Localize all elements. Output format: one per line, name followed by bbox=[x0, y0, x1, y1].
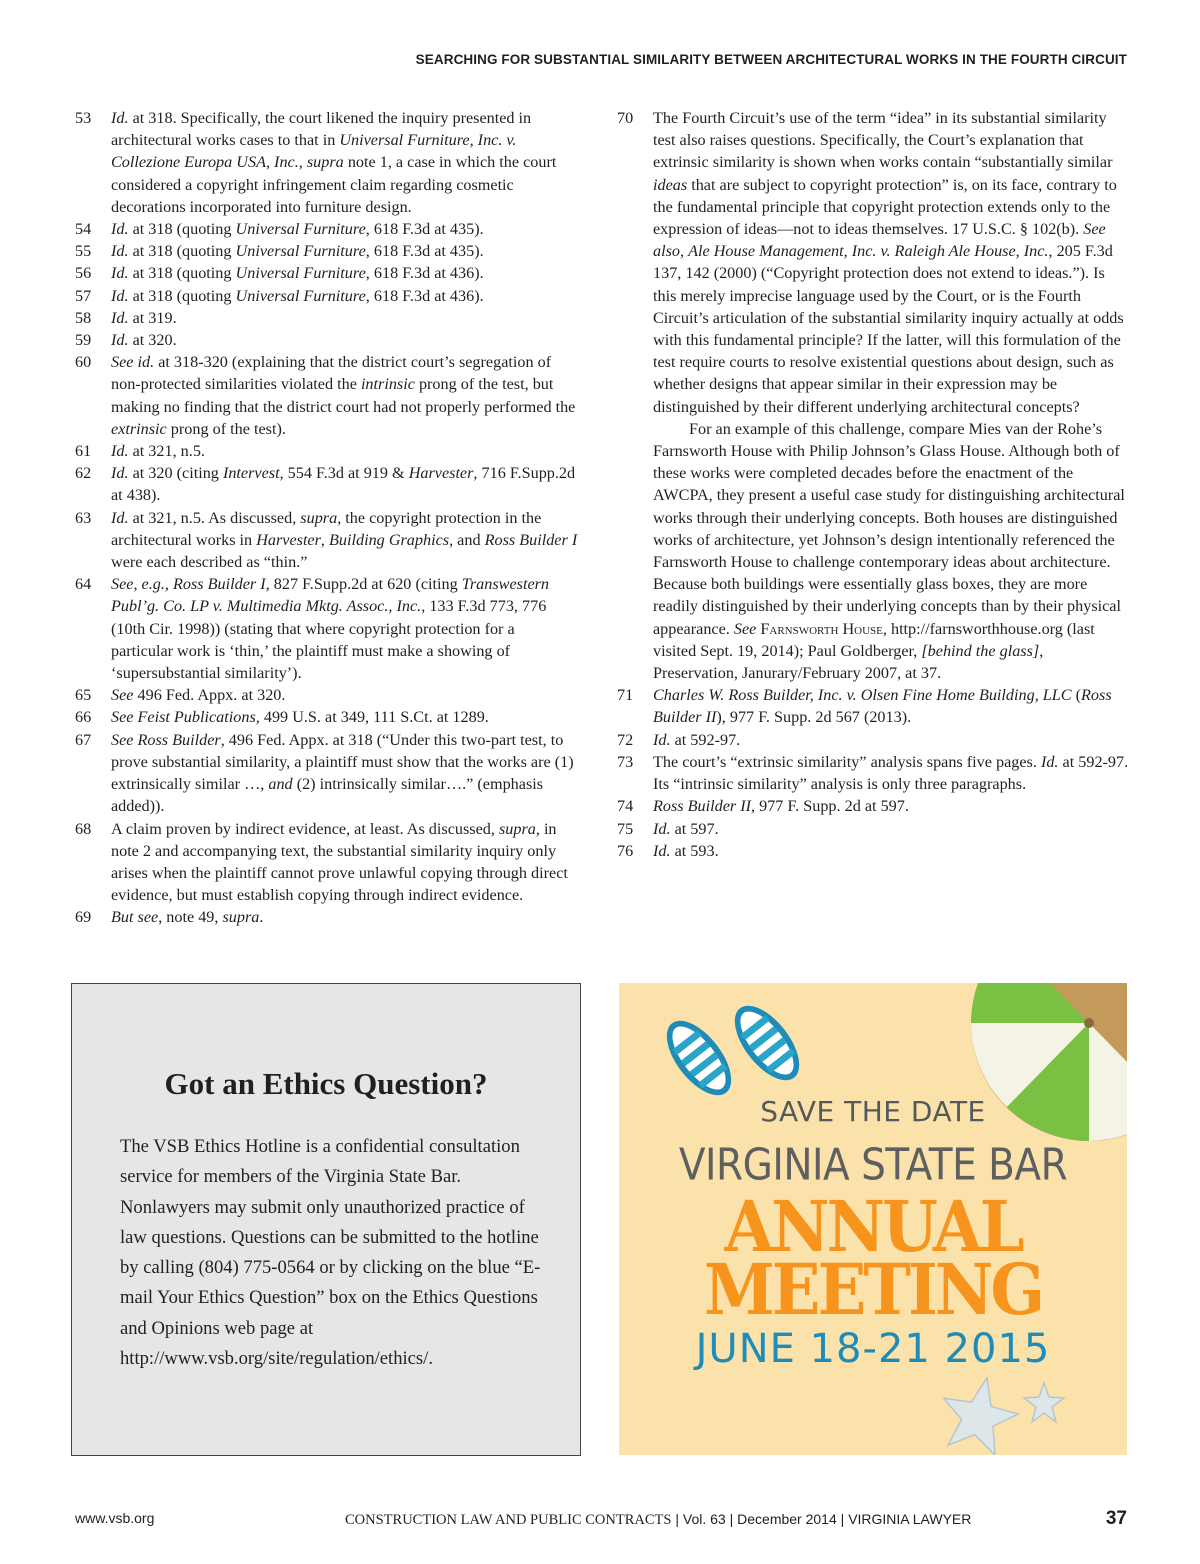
footnote-text bbox=[653, 107, 1130, 684]
footnote-56 bbox=[75, 262, 580, 284]
footnote-53 bbox=[75, 107, 580, 218]
footnote-text bbox=[111, 307, 580, 329]
footnote-number: 60 bbox=[75, 353, 92, 372]
footnote-paragraph: Id. at 593. bbox=[653, 841, 719, 860]
footnote-paragraph: The court’s “extrinsic similarity” analysis spans five pages. Id. at 592-97. Its “intrinsic similarity” analysis is only three paragraphs. bbox=[653, 752, 1129, 794]
footnote-text bbox=[111, 262, 580, 284]
footnote-paragraph: Id. at 320. bbox=[111, 331, 177, 350]
footnote-number: 65 bbox=[75, 686, 92, 705]
footnote-paragraph: See id. at 318-320 (explaining that the district court’s segregation of non-protected similarities violated the intrinsic prong of the test, but making no finding that the district court had not properly performed the extrinsic prong of the test). bbox=[111, 353, 576, 438]
footnote-text bbox=[111, 351, 580, 440]
footnote-66 bbox=[75, 706, 580, 728]
footnote-text bbox=[111, 285, 580, 307]
ethics-body: The VSB Ethics Hotline is a confidential consultation service for members of the Virginia State Bar. Nonlawyers may submit only unauthorized practice of law questions. Questions can be submitted to the hotline by calling (804) 775-0564 or by clicking on the blue “E-mail Your Ethics Question” box on the Ethics Questions and Opinions web page at http://www.vsb.org/site/regulation/ethics/. bbox=[120, 1136, 541, 1370]
footnote-58 bbox=[75, 307, 580, 329]
footnote-number: 70 bbox=[617, 109, 634, 127]
ad-organization: VIRGINIA STATE BAR bbox=[678, 1140, 1068, 1191]
footnote-67 bbox=[75, 729, 580, 818]
footnote-63 bbox=[75, 507, 580, 574]
footnote-text bbox=[111, 706, 580, 728]
footnote-number: 53 bbox=[75, 109, 92, 127]
footnote-text bbox=[111, 729, 580, 818]
footnote-number: 59 bbox=[75, 331, 92, 350]
footnote-number: 73 bbox=[617, 752, 634, 771]
ad-annual: ANNUAL bbox=[724, 1186, 1022, 1269]
footnote-paragraph: Id. at 318. Specifically, the court likened the inquiry presented in architectural works cases to that in Universal Furniture, Inc. v. Collezione Europa USA, Inc., supra note 1, a case in which the court considered a copyright infringement claim regarding cosmetic decorations incorporated into furniture design. bbox=[111, 109, 557, 216]
footnote-text bbox=[111, 462, 580, 506]
footnote-number: 55 bbox=[75, 242, 92, 261]
footnote-paragraph: Id. at 321, n.5. bbox=[111, 442, 205, 461]
footnote-57 bbox=[75, 285, 580, 307]
footnote-72 bbox=[617, 729, 1130, 751]
footnote-59 bbox=[75, 329, 580, 351]
footnote-number: 75 bbox=[617, 819, 634, 838]
footnote-paragraph: See, e.g., Ross Builder I, 827 F.Supp.2d at 620 (citing Transwestern Publ’g. Co. LP v. Multimedia Mktg. Assoc., Inc., 133 F.3d 773, 776 (10th Cir. 1998)) (stating that where copyright protection for a particular work is ‘thin,’ the plaintiff must make a showing of ‘supersubstantial similarity’). bbox=[111, 575, 550, 683]
footnote-text bbox=[653, 684, 1130, 728]
footnote-paragraph: The Fourth Circuit’s use of the term “idea” in its substantial similarity test also raises questions. Specifically, the Court’s explanation that extrinsic similarity is shown when works contain “substantially similar ideas that are subject to copyright protection” is, on its face, contrary to the fundamental principle that copyright protection extends only to the expression of ideas—not to ideas themselves. 17 U.S.C. § 102(b). See also, Ale House Management, Inc. v. Raleigh Ale House, Inc., 205 F.3d 137, 142 (2000) (“Copyright protection does not extend to ideas.”). Is this merely imprecise language used by the Court, or is the Fourth Circuit’s articulation of the substantial similarity inquiry actually at odds with this fundamental principle? If the latter, will this formulation of the test require courts to resolve existential questions about design, such as whether designs that appear similar in their expression may be distinguished by their different underlying architectural concepts? bbox=[653, 109, 1124, 416]
footnote-65 bbox=[75, 684, 580, 706]
page-number: 37 bbox=[1105, 1508, 1127, 1529]
footer-website[interactable]: www.vsb.org bbox=[75, 1510, 155, 1526]
footnote-54 bbox=[75, 218, 580, 240]
footnote-text bbox=[653, 795, 1130, 817]
starfish-icon bbox=[934, 1370, 1064, 1455]
footnote-number: 71 bbox=[617, 686, 634, 705]
ethics-hotline-box bbox=[71, 983, 581, 1456]
footnote-number: 74 bbox=[617, 797, 634, 816]
footnote-paragraph: Id. at 597. bbox=[653, 819, 719, 838]
footnote-text bbox=[111, 440, 580, 462]
footnote-number: 56 bbox=[75, 264, 92, 283]
footnote-71 bbox=[617, 684, 1130, 728]
footnote-paragraph: Charles W. Ross Builder, Inc. v. Olsen Fine Home Building, LLC (Ross Builder II), 977 F. Supp. 2d 567 (2013). bbox=[653, 686, 1112, 727]
footer-publication: CONSTRUCTION LAW AND PUBLIC CONTRACTS bbox=[345, 1512, 672, 1528]
footnote-paragraph: Id. at 318 (quoting Universal Furniture, 618 F.3d at 436). bbox=[111, 286, 484, 305]
footer-magazine: VIRGINIA LAWYER bbox=[848, 1511, 972, 1527]
footnote-paragraph: Id. at 592-97. bbox=[653, 730, 741, 749]
footnote-number: 72 bbox=[617, 730, 634, 749]
ethics-title: Got an Ethics Question? bbox=[164, 1066, 488, 1101]
footnote-text bbox=[111, 906, 580, 928]
footnote-paragraph: Id. at 318 (quoting Universal Furniture, 618 F.3d at 435). bbox=[111, 220, 484, 239]
footnote-text bbox=[111, 329, 580, 351]
footnote-number: 58 bbox=[75, 308, 92, 327]
footnote-paragraph: For an example of this challenge, compare Mies van der Rohe’s Farnsworth House with Philip Johnson’s Glass House. Although both of these works were completed decades before the enactment of the AWCPA, they present a useful case study for distinguishing architectural works through their underlying concepts. Both houses are distinguished works of architecture, yet Johnson’s design intentionally referenced the Farnsworth House to challenge contemporary ideas about architecture. Because both buildings were essentially glass boxes, they are more readily distinguished by their underlying concepts than by their physical appearance. See Farnsworth House, http://farnsworthhouse.org (last visited Sept. 19, 2014); Paul Goldberger, [behind the glass], Preservation, Janurary/February 2007, at 37. bbox=[653, 419, 1125, 683]
footnote-number: 67 bbox=[75, 730, 92, 749]
footnote-text bbox=[111, 573, 580, 684]
footnote-paragraph: See Feist Publications, 499 U.S. at 349, 111 S.Ct. at 1289. bbox=[111, 708, 489, 727]
footnote-text bbox=[111, 218, 580, 240]
footnote-69 bbox=[75, 906, 580, 928]
footer-publication-line: CONSTRUCTION LAW AND PUBLIC CONTRACTS | Vol. 63 | December 2014 | VIRGINIA LAWYER bbox=[345, 1511, 972, 1528]
footnote-text bbox=[111, 684, 580, 706]
footnote-paragraph: See 496 Fed. Appx. at 320. bbox=[111, 686, 286, 705]
footnote-number: 64 bbox=[75, 575, 92, 594]
footnote-number: 57 bbox=[75, 286, 92, 305]
footnote-number: 66 bbox=[75, 708, 92, 727]
footnote-70 bbox=[617, 107, 1130, 684]
footnote-64 bbox=[75, 573, 580, 684]
footer-date: December 2014 bbox=[737, 1511, 837, 1527]
ad-save-the-date: SAVE THE DATE bbox=[760, 1095, 986, 1128]
footnote-paragraph: A claim proven by indirect evidence, at least. As discussed, supra, in note 2 and accompanying text, the substantial similarity inquiry only arises when the plaintiff cannot prove unlawful copying through direct evidence, but must establish copying through indirect evidence. bbox=[111, 819, 568, 905]
footnote-75 bbox=[617, 818, 1130, 840]
footnote-text bbox=[111, 240, 580, 262]
ad-meeting: MEETING bbox=[703, 1249, 1043, 1332]
ad-dates: JUNE 18-21 2015 bbox=[695, 1326, 1051, 1372]
footnote-74 bbox=[617, 795, 1130, 817]
footnote-number: 69 bbox=[75, 908, 92, 927]
footnote-68 bbox=[75, 818, 580, 907]
footnote-76 bbox=[617, 840, 1130, 862]
footnote-61 bbox=[75, 440, 580, 462]
footnote-text bbox=[653, 818, 1130, 840]
footnote-number: 61 bbox=[75, 442, 92, 461]
footnote-paragraph: Id. at 318 (quoting Universal Furniture, 618 F.3d at 436). bbox=[111, 264, 484, 283]
footnote-number: 62 bbox=[75, 464, 92, 483]
footnote-number: 68 bbox=[75, 819, 92, 838]
footnote-number: 54 bbox=[75, 220, 92, 239]
footnote-paragraph: Id. at 319. bbox=[111, 308, 177, 327]
flip-flops-icon bbox=[655, 995, 812, 1106]
footnote-paragraph: Id. at 320 (citing Intervest, 554 F.3d at 919 & Harvester, 716 F.Supp.2d at 438). bbox=[111, 464, 576, 505]
footnote-text bbox=[653, 840, 1130, 862]
footnote-62 bbox=[75, 462, 580, 506]
footnote-paragraph: But see, note 49, supra. bbox=[111, 908, 264, 927]
footnote-paragraph: Ross Builder II, 977 F. Supp. 2d at 597. bbox=[653, 797, 909, 816]
footnote-60 bbox=[75, 351, 580, 440]
footnote-number: 76 bbox=[617, 841, 634, 860]
footnote-55 bbox=[75, 240, 580, 262]
footnotes-left-column bbox=[75, 107, 580, 929]
footnote-text bbox=[653, 729, 1130, 751]
running-header: SEARCHING FOR SUBSTANTIAL SIMILARITY BETWEEN ARCHITECTURAL WORKS IN THE FOURTH CIRCUIT bbox=[415, 52, 1127, 67]
footnote-paragraph: Id. at 318 (quoting Universal Furniture, 618 F.3d at 435). bbox=[111, 242, 484, 261]
annual-meeting-ad[interactable] bbox=[619, 983, 1127, 1455]
footnote-paragraph: See Ross Builder, 496 Fed. Appx. at 318 (“Under this two-part test, to prove substantial similarity, a plaintiff must show that the works are (1) extrinsically similar …, and (2) intrinsically similar….” (emphasis added)). bbox=[111, 730, 574, 816]
footnote-paragraph: Id. at 321, n.5. As discussed, supra, the copyright protection in the architectural works in Harvester, Building Graphics, and Ross Builder I were each described as “thin.” bbox=[111, 508, 578, 572]
footnote-text bbox=[653, 751, 1130, 795]
footnote-text bbox=[111, 818, 580, 907]
footer-volume: Vol. 63 bbox=[682, 1511, 726, 1527]
footnote-number: 63 bbox=[75, 508, 92, 527]
footnote-text bbox=[111, 507, 580, 574]
footnote-73 bbox=[617, 751, 1130, 795]
footnotes-right-column bbox=[617, 107, 1130, 862]
footnote-text bbox=[111, 107, 580, 218]
